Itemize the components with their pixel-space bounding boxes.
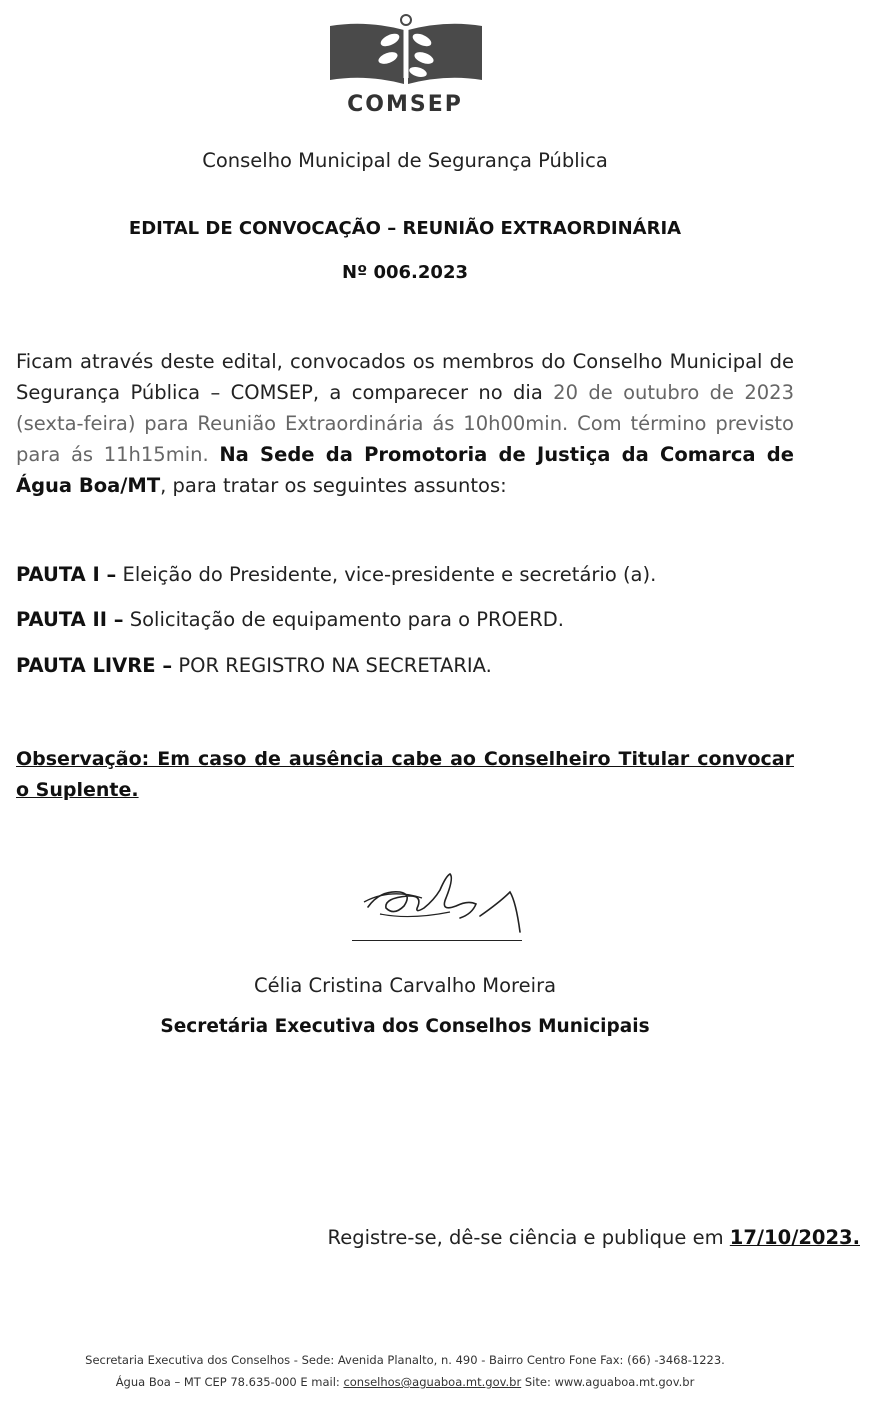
agenda-item xyxy=(16,654,816,677)
footer-city: Água Boa – MT CEP 78.635-000 E mail: xyxy=(115,1375,344,1389)
document-number: Nº 006.2023 xyxy=(342,262,468,283)
body-text-4: , para tratar os seguintes assuntos: xyxy=(160,474,507,497)
footer-contact xyxy=(0,1375,810,1389)
observation-note: Observação: Em caso de ausência cabe ao Conselheiro Titular convocar o Suplente. xyxy=(16,748,794,801)
agenda-item xyxy=(16,563,816,586)
body-paragraph xyxy=(16,346,794,501)
comsep-logo-icon xyxy=(326,12,486,90)
document-title: EDITAL DE CONVOCAÇÃO – REUNIÃO EXTRAORDINÁRIA xyxy=(128,218,682,239)
register-text: Registre-se, dê-se ciência e publique em xyxy=(327,1226,730,1249)
council-name: Conselho Municipal de Segurança Pública xyxy=(202,149,608,172)
footer-address: Secretaria Executiva dos Conselhos - Sede: Avenida Planalto, n. 490 - Bairro Centro Fone Fax: (66) -3468-1223. xyxy=(85,1353,725,1367)
register-date: 17/10/2023. xyxy=(729,1226,860,1249)
agenda-text: Solicitação de equipamento para o PROERD. xyxy=(123,608,564,631)
signer-name: Célia Cristina Carvalho Moreira xyxy=(253,974,557,997)
body-text-1: Ficam através deste edital, convocados os membros do Conselho Municipal de Segurança Pública – COMSEP, a comparecer no dia xyxy=(16,350,794,404)
footer-email-link[interactable]: conselhos@aguaboa.mt.gov.br xyxy=(343,1375,522,1389)
body-location: Na Sede da Promotoria de Justiça da Comarca de Água Boa/MT xyxy=(16,443,794,497)
signature-line xyxy=(352,940,522,941)
body-text-2: 20 de outubro de 2023 (sexta-feira) para Reunião Extraordinária ás 10h00min. Com término previsto para ás 11h15min. xyxy=(16,381,794,466)
agenda-label: PAUTA LIVRE – xyxy=(16,654,173,677)
signer-role: Secretária Executiva dos Conselhos Municipais xyxy=(160,1016,650,1037)
agenda-label: PAUTA I – xyxy=(16,563,117,586)
agenda-text: POR REGISTRO NA SECRETARIA. xyxy=(172,654,492,677)
agenda-text: Eleição do Presidente, vice-presidente e secretário (a). xyxy=(116,563,657,586)
agenda-label: PAUTA II – xyxy=(16,608,124,631)
logo-text: COMSEP xyxy=(347,92,463,117)
agenda-item xyxy=(16,608,816,631)
footer-site: Site: www.aguaboa.mt.gov.br xyxy=(521,1375,695,1389)
handwritten-signature xyxy=(360,862,530,942)
register-line xyxy=(200,1226,860,1249)
